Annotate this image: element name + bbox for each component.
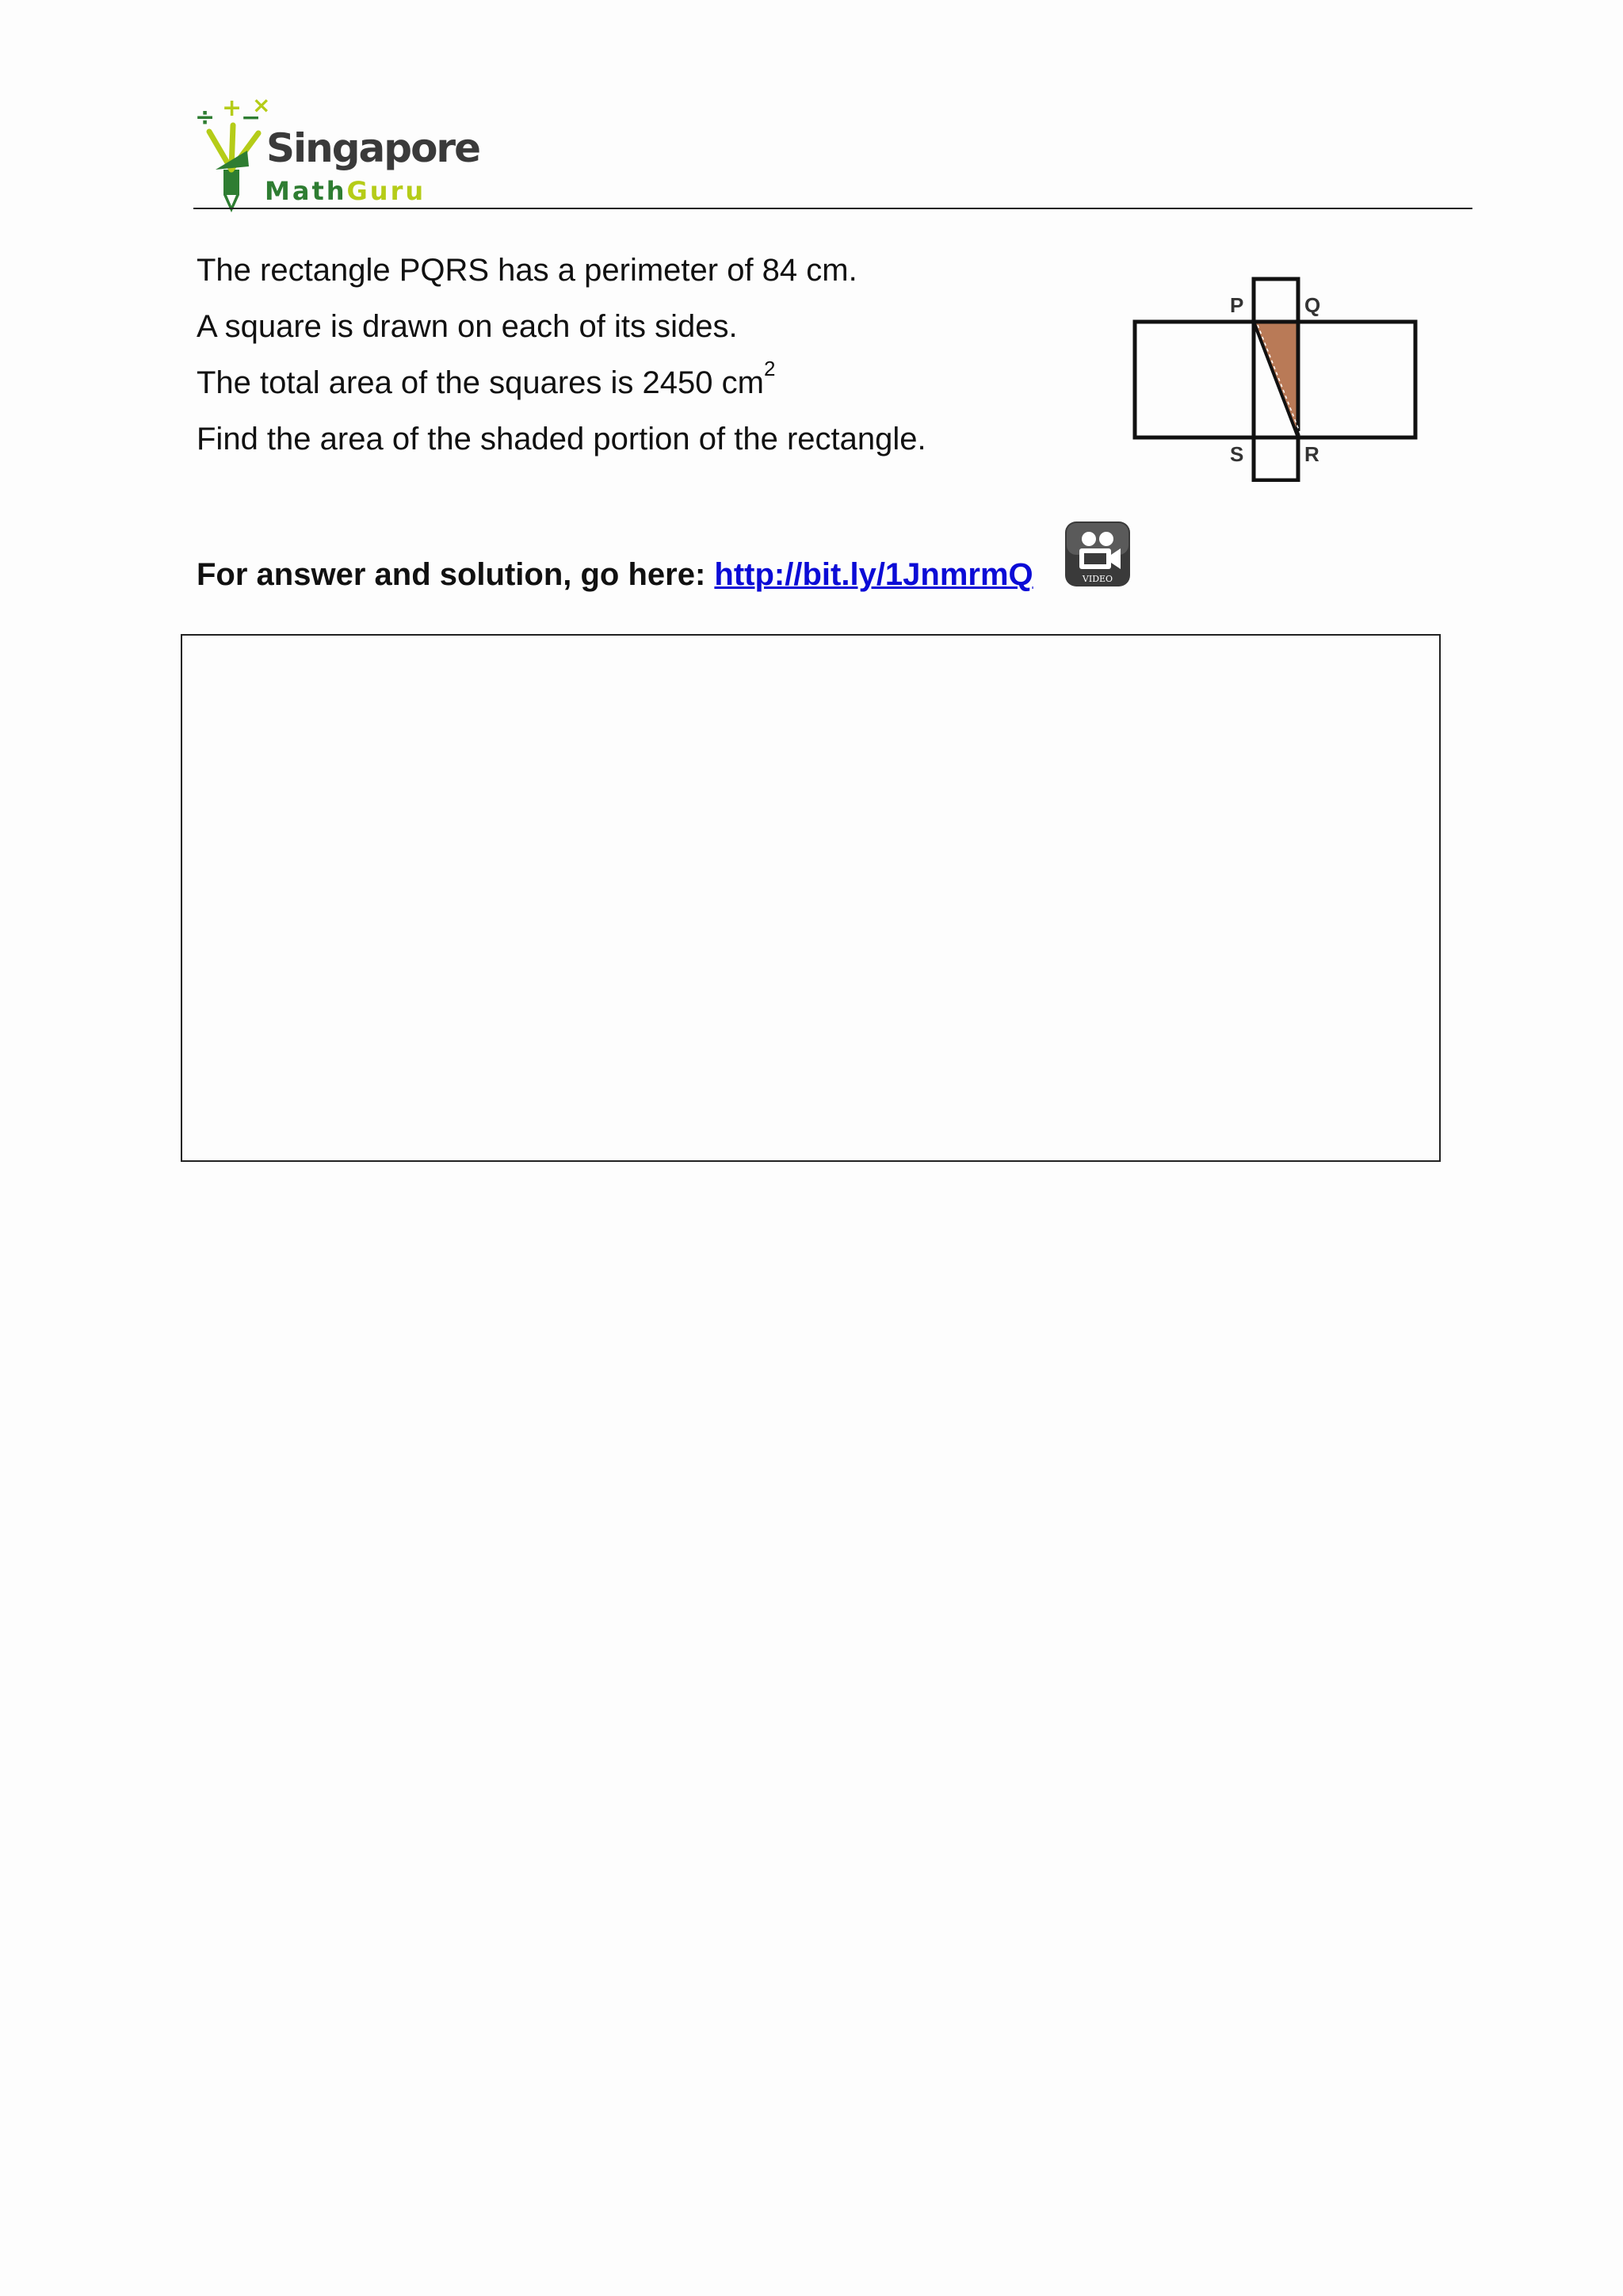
problem-line-4: Find the area of the shaded portion of the rectangle. <box>197 422 926 457</box>
singapore-math-guru-logo <box>192 94 479 212</box>
label-r: R <box>1304 442 1319 466</box>
logo-subtitle-math: Math <box>265 176 347 206</box>
label-p: P <box>1230 293 1244 317</box>
problem-line-2: A square is drawn on each of its sides. <box>197 309 738 344</box>
solution-link[interactable]: http://bit.ly/1JnmrmQ <box>714 557 1033 592</box>
label-q: Q <box>1304 293 1321 317</box>
square-right <box>1298 322 1415 437</box>
answer-prompt: For answer and solution, go here: <box>197 557 706 592</box>
problem-line-1: The rectangle PQRS has a perimeter of 84 cm. <box>197 253 857 288</box>
svg-text:−: − <box>241 104 262 132</box>
logo-subtitle <box>265 176 426 206</box>
svg-text:×: × <box>252 94 271 118</box>
svg-text:÷: ÷ <box>195 104 216 132</box>
answer-workspace-box[interactable] <box>181 634 1441 1162</box>
logo-title: Singapore <box>266 125 479 171</box>
problem-line-3-superscript: 2 <box>763 357 776 380</box>
label-s: S <box>1230 442 1244 466</box>
header-divider <box>193 208 1472 209</box>
video-camera-icon[interactable] <box>1064 520 1132 588</box>
rectangle-squares-figure <box>1124 273 1425 482</box>
problem-line-3-text: The total area of the squares is 2450 cm <box>197 365 764 400</box>
logo-subtitle-guru: Guru <box>346 176 426 206</box>
square-left <box>1135 322 1254 437</box>
answer-solution-line <box>197 557 1033 593</box>
square-bottom <box>1254 437 1298 480</box>
video-icon-label: VIDEO <box>1082 574 1113 584</box>
svg-text:+: + <box>222 94 242 122</box>
logo-tree-icon <box>192 94 271 212</box>
square-top <box>1254 279 1298 322</box>
problem-statement <box>197 243 1108 468</box>
problem-line-3 <box>197 355 1108 411</box>
